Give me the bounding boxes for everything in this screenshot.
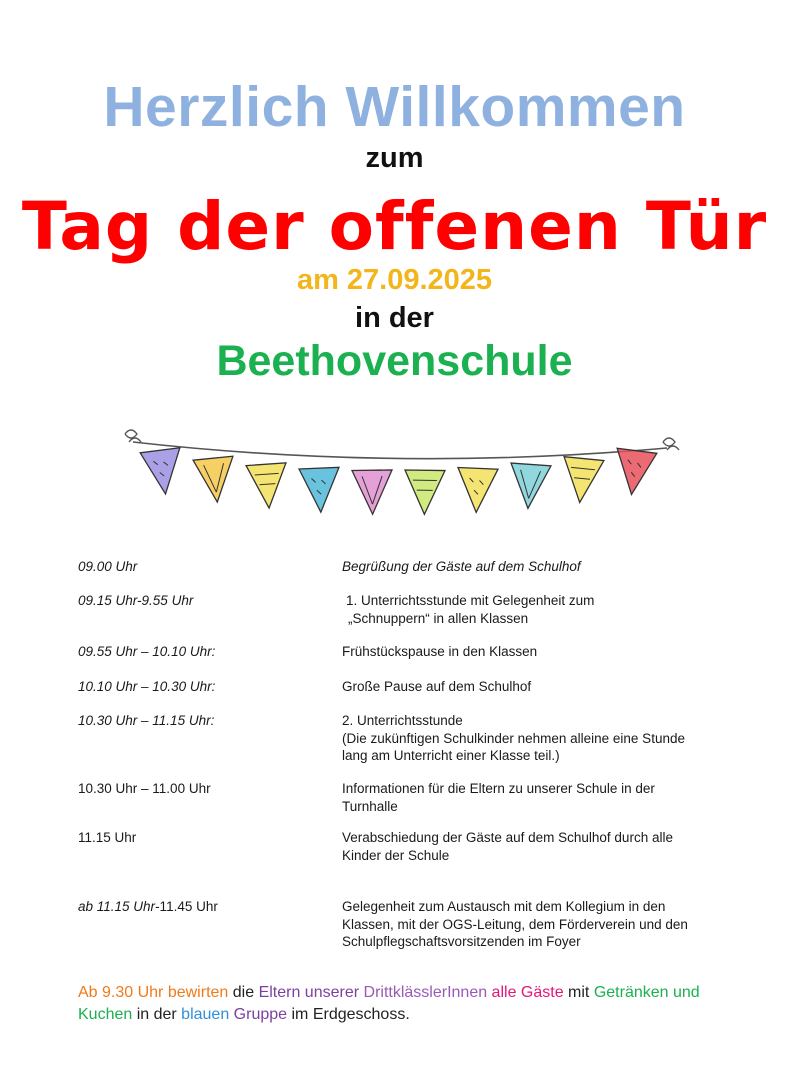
catering-note-segment: DrittklässlerInnen bbox=[359, 984, 488, 1001]
school-name: Beethovenschule bbox=[216, 337, 573, 385]
bunting-flag bbox=[352, 470, 393, 515]
catering-note-segment: Gruppe bbox=[229, 1006, 288, 1023]
zum-text: zum bbox=[365, 142, 424, 174]
in-der-text: in der bbox=[355, 302, 434, 334]
bunting-flag bbox=[404, 470, 445, 515]
catering-note-segment: die bbox=[228, 984, 259, 1001]
bunting-flag bbox=[508, 463, 551, 510]
bunting-flag bbox=[246, 463, 289, 510]
event-title: Tag der offenen Tür bbox=[21, 188, 768, 265]
bunting-flag bbox=[612, 448, 657, 497]
schedule-description: 1. Unterrichtsstunde mit Gelegenheit zum „Schnuppern“ in allen Klassen bbox=[346, 593, 595, 626]
schedule-time: 10.10 Uhr – 10.30 Uhr: bbox=[78, 679, 216, 694]
catering-note-segment: Getränken bbox=[589, 984, 669, 1001]
event-date: am 27.09.2025 bbox=[296, 264, 493, 296]
schedule-time: ab 11.15 Uhr-11.45 Uhr bbox=[78, 899, 218, 914]
schedule-description: 2. Unterrichtsstunde (Die zukünftigen Schulkinder nehmen alleine eine Stunde lang am Unterricht einer Klasse teil.) bbox=[342, 713, 685, 763]
schedule-description: Gelegenheit zum Austausch mit dem Kollegium in den Klassen, mit der OGS-Leitung, dem Förderverein und den Schulpflegschaftsvorsitzenden im Foyer bbox=[342, 899, 688, 949]
catering-note-segment: mit bbox=[563, 984, 590, 1001]
bunting-flag bbox=[299, 467, 341, 513]
catering-note-segment: blauen bbox=[176, 1006, 230, 1023]
schedule-time: 10.30 Uhr – 11.00 Uhr bbox=[78, 781, 211, 796]
catering-note bbox=[78, 982, 738, 1026]
catering-note-segment: im Erdgeschoss. bbox=[287, 1006, 410, 1023]
schedule-description: Frühstückspause in den Klassen bbox=[342, 644, 538, 659]
bunting-flag bbox=[140, 448, 185, 497]
bunting-flag bbox=[560, 457, 604, 505]
bunting-flag bbox=[193, 456, 237, 504]
schedule-time: 09.55 Uhr – 10.10 Uhr: bbox=[78, 644, 216, 659]
schedule-time: 10.30 Uhr – 11.15 Uhr: bbox=[78, 713, 215, 728]
schedule-time: 09.15 Uhr-9.55 Uhr bbox=[78, 593, 194, 608]
schedule-time: 11.15 Uhr bbox=[78, 830, 137, 845]
schedule-description: Begrüßung der Gäste auf dem Schulhof bbox=[342, 559, 581, 574]
catering-note-segment: und Kuchen bbox=[78, 984, 700, 1023]
catering-note-segment: Ab 9.30 Uhr bewirten bbox=[78, 984, 229, 1001]
schedule-time: 09.00 Uhr bbox=[78, 559, 138, 574]
bunting-garland-illustration bbox=[115, 420, 685, 530]
catering-note-segment: in der bbox=[132, 1006, 177, 1023]
schedule-description: Verabschiedung der Gäste auf dem Schulhof durch alle Kinder der Schule bbox=[342, 830, 673, 863]
catering-note-segment: Eltern unserer bbox=[258, 984, 360, 1001]
schedule-description: Informationen für die Eltern zu unserer Schule in der Turnhalle bbox=[342, 781, 655, 814]
schedule-description: Große Pause auf dem Schulhof bbox=[342, 679, 532, 694]
welcome-heading: Herzlich Willkommen bbox=[103, 75, 686, 139]
bunting-flag bbox=[456, 468, 498, 514]
catering-note-segment: alle Gäste bbox=[487, 984, 564, 1001]
